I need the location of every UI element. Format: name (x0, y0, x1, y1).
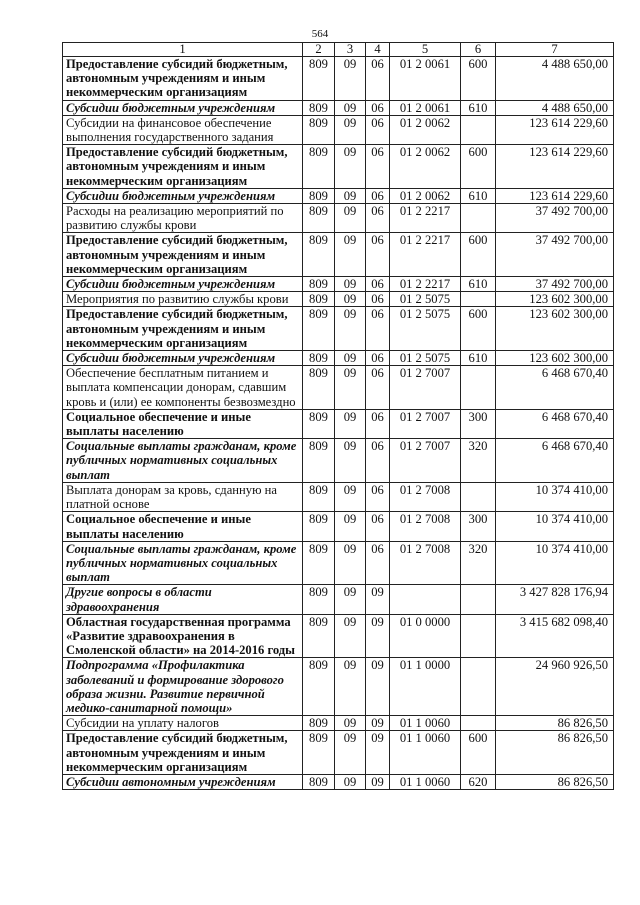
target-article: 01 1 0000 (390, 658, 461, 716)
expense-type: 300 (461, 512, 496, 541)
table-row (63, 145, 614, 189)
amount: 4 488 650,00 (496, 57, 614, 101)
subsection-code: 06 (366, 439, 390, 483)
amount: 86 826,50 (496, 731, 614, 775)
table-row (63, 658, 614, 716)
table-row (63, 614, 614, 658)
section-code: 09 (335, 658, 366, 716)
target-article: 01 2 2217 (390, 204, 461, 233)
target-article: 01 2 5075 (390, 307, 461, 351)
expense-type: 610 (461, 188, 496, 203)
expense-type: 320 (461, 541, 496, 585)
section-code: 09 (335, 774, 366, 789)
row-name: Субсидии на финансовое обеспечение выполнения государственного задания (63, 115, 303, 144)
row-name: Мероприятия по развитию службы крови (63, 292, 303, 307)
table-row (63, 366, 614, 410)
amount: 3 427 828 176,94 (496, 585, 614, 614)
expense-type: 600 (461, 233, 496, 277)
expense-type: 300 (461, 409, 496, 438)
row-name: Предоставление субсидий бюджетным, автономным учреждениям и иным некоммерческим организациям (63, 307, 303, 351)
expense-type: 600 (461, 307, 496, 351)
amount: 123 602 300,00 (496, 351, 614, 366)
row-name: Социальные выплаты гражданам, кроме публичных нормативных социальных выплат (63, 439, 303, 483)
row-name: Субсидии бюджетным учреждениям (63, 100, 303, 115)
table-row (63, 409, 614, 438)
row-name: Предоставление субсидий бюджетным, автономным учреждениям и иным некоммерческим организациям (63, 145, 303, 189)
section-code: 09 (335, 512, 366, 541)
target-article: 01 2 7007 (390, 439, 461, 483)
subsection-code: 06 (366, 351, 390, 366)
subsection-code: 06 (366, 57, 390, 101)
ministry-code: 809 (303, 366, 335, 410)
target-article: 01 2 2217 (390, 233, 461, 277)
amount: 123 602 300,00 (496, 292, 614, 307)
amount: 24 960 926,50 (496, 658, 614, 716)
row-name: Обеспечение бесплатным питанием и выплата компенсации донорам, сдавшим кровь и (или) ее компоненты безвозмездно (63, 366, 303, 410)
section-code: 09 (335, 439, 366, 483)
ministry-code: 809 (303, 351, 335, 366)
ministry-code: 809 (303, 100, 335, 115)
amount: 123 614 229,60 (496, 145, 614, 189)
amount: 123 614 229,60 (496, 115, 614, 144)
ministry-code: 809 (303, 774, 335, 789)
table-row (63, 482, 614, 511)
target-article: 01 2 0062 (390, 188, 461, 203)
target-article: 01 2 2217 (390, 277, 461, 292)
subsection-code: 06 (366, 482, 390, 511)
row-name: Предоставление субсидий бюджетным, автономным учреждениям и иным некоммерческим организациям (63, 57, 303, 101)
section-code: 09 (335, 115, 366, 144)
section-code: 09 (335, 188, 366, 203)
table-row (63, 541, 614, 585)
amount: 6 468 670,40 (496, 439, 614, 483)
amount: 6 468 670,40 (496, 409, 614, 438)
amount: 10 374 410,00 (496, 512, 614, 541)
subsection-code: 09 (366, 614, 390, 658)
table-row (63, 57, 614, 101)
row-name: Подпрограмма «Профилактика заболеваний и формирование здорового образа жизни. Развитие первичной медико-санитарной помощи» (63, 658, 303, 716)
target-article: 01 0 0000 (390, 614, 461, 658)
section-code: 09 (335, 204, 366, 233)
table-row (63, 351, 614, 366)
ministry-code: 809 (303, 307, 335, 351)
table-header-row (63, 43, 614, 57)
expense-type (461, 658, 496, 716)
target-article: 01 2 7008 (390, 512, 461, 541)
table-body (63, 57, 614, 790)
target-article: 01 2 5075 (390, 351, 461, 366)
subsection-code: 06 (366, 292, 390, 307)
subsection-code: 09 (366, 658, 390, 716)
ministry-code: 809 (303, 204, 335, 233)
column-header: 3 (335, 43, 366, 57)
expense-type: 610 (461, 100, 496, 115)
subsection-code: 06 (366, 409, 390, 438)
ministry-code: 809 (303, 57, 335, 101)
row-name: Областная государственная программа «Развитие здравоохранения в Смоленской области» на 2014-2016 годы (63, 614, 303, 658)
section-code: 09 (335, 482, 366, 511)
ministry-code: 809 (303, 541, 335, 585)
subsection-code: 06 (366, 233, 390, 277)
row-name: Социальные выплаты гражданам, кроме публичных нормативных социальных выплат (63, 541, 303, 585)
expense-type (461, 204, 496, 233)
subsection-code: 06 (366, 188, 390, 203)
table-row (63, 439, 614, 483)
amount: 6 468 670,40 (496, 366, 614, 410)
target-article: 01 2 0062 (390, 145, 461, 189)
amount: 123 602 300,00 (496, 307, 614, 351)
table-row (63, 716, 614, 731)
amount: 86 826,50 (496, 774, 614, 789)
target-article: 01 1 0060 (390, 774, 461, 789)
subsection-code: 06 (366, 145, 390, 189)
subsection-code: 06 (366, 115, 390, 144)
target-article: 01 2 0061 (390, 100, 461, 115)
table-row (63, 512, 614, 541)
section-code: 09 (335, 409, 366, 438)
expense-type: 320 (461, 439, 496, 483)
amount: 3 415 682 098,40 (496, 614, 614, 658)
table-row (63, 277, 614, 292)
row-name: Субсидии бюджетным учреждениям (63, 188, 303, 203)
section-code: 09 (335, 614, 366, 658)
expense-type: 610 (461, 277, 496, 292)
target-article: 01 1 0060 (390, 716, 461, 731)
ministry-code: 809 (303, 614, 335, 658)
column-header: 6 (461, 43, 496, 57)
table-row (63, 585, 614, 614)
ministry-code: 809 (303, 145, 335, 189)
row-name: Предоставление субсидий бюджетным, автономным учреждениям и иным некоммерческим организациям (63, 233, 303, 277)
target-article (390, 585, 461, 614)
ministry-code: 809 (303, 233, 335, 277)
section-code: 09 (335, 307, 366, 351)
subsection-code: 06 (366, 541, 390, 585)
section-code: 09 (335, 292, 366, 307)
ministry-code: 809 (303, 512, 335, 541)
expense-type (461, 614, 496, 658)
column-header: 2 (303, 43, 335, 57)
subsection-code: 06 (366, 307, 390, 351)
ministry-code: 809 (303, 482, 335, 511)
target-article: 01 2 7007 (390, 409, 461, 438)
budget-table (62, 42, 614, 790)
row-name: Социальное обеспечение и иные выплаты населению (63, 512, 303, 541)
section-code: 09 (335, 100, 366, 115)
amount: 86 826,50 (496, 716, 614, 731)
section-code: 09 (335, 731, 366, 775)
subsection-code: 06 (366, 366, 390, 410)
section-code: 09 (335, 277, 366, 292)
table-row (63, 188, 614, 203)
section-code: 09 (335, 145, 366, 189)
subsection-code: 09 (366, 585, 390, 614)
expense-type: 600 (461, 57, 496, 101)
target-article: 01 2 5075 (390, 292, 461, 307)
subsection-code: 09 (366, 731, 390, 775)
ministry-code: 809 (303, 409, 335, 438)
column-header: 4 (366, 43, 390, 57)
table-row (63, 292, 614, 307)
expense-type (461, 716, 496, 731)
table-row (63, 204, 614, 233)
target-article: 01 2 0061 (390, 57, 461, 101)
row-name: Социальное обеспечение и иные выплаты населению (63, 409, 303, 438)
row-name: Субсидии бюджетным учреждениям (63, 277, 303, 292)
expense-type (461, 292, 496, 307)
expense-type (461, 115, 496, 144)
expense-type: 600 (461, 731, 496, 775)
ministry-code: 809 (303, 585, 335, 614)
ministry-code: 809 (303, 292, 335, 307)
table-row (63, 307, 614, 351)
row-name: Субсидии автономным учреждениям (63, 774, 303, 789)
expense-type: 620 (461, 774, 496, 789)
section-code: 09 (335, 233, 366, 277)
ministry-code: 809 (303, 277, 335, 292)
amount: 10 374 410,00 (496, 482, 614, 511)
table-row (63, 774, 614, 789)
section-code: 09 (335, 366, 366, 410)
section-code: 09 (335, 351, 366, 366)
row-name: Выплата донорам за кровь, сданную на платной основе (63, 482, 303, 511)
expense-type: 610 (461, 351, 496, 366)
table-row (63, 115, 614, 144)
subsection-code: 06 (366, 277, 390, 292)
subsection-code: 06 (366, 204, 390, 233)
ministry-code: 809 (303, 731, 335, 775)
row-name: Расходы на реализацию мероприятий по развитию службы крови (63, 204, 303, 233)
section-code: 09 (335, 585, 366, 614)
ministry-code: 809 (303, 716, 335, 731)
ministry-code: 809 (303, 658, 335, 716)
amount: 37 492 700,00 (496, 204, 614, 233)
table-row (63, 100, 614, 115)
amount: 37 492 700,00 (496, 233, 614, 277)
target-article: 01 2 7007 (390, 366, 461, 410)
amount: 10 374 410,00 (496, 541, 614, 585)
column-header: 1 (63, 43, 303, 57)
amount: 37 492 700,00 (496, 277, 614, 292)
subsection-code: 06 (366, 100, 390, 115)
expense-type (461, 482, 496, 511)
table-row (63, 233, 614, 277)
page-number: 564 (311, 28, 329, 40)
amount: 123 614 229,60 (496, 188, 614, 203)
target-article: 01 2 7008 (390, 482, 461, 511)
expense-type (461, 585, 496, 614)
row-name: Субсидии на уплату налогов (63, 716, 303, 731)
ministry-code: 809 (303, 115, 335, 144)
section-code: 09 (335, 541, 366, 585)
column-header: 5 (390, 43, 461, 57)
ministry-code: 809 (303, 188, 335, 203)
section-code: 09 (335, 57, 366, 101)
target-article: 01 2 0062 (390, 115, 461, 144)
row-name: Предоставление субсидий бюджетным, автономным учреждениям и иным некоммерческим организациям (63, 731, 303, 775)
row-name: Другие вопросы в области здравоохранения (63, 585, 303, 614)
target-article: 01 2 7008 (390, 541, 461, 585)
subsection-code: 09 (366, 774, 390, 789)
subsection-code: 09 (366, 716, 390, 731)
section-code: 09 (335, 716, 366, 731)
row-name: Субсидии бюджетным учреждениям (63, 351, 303, 366)
ministry-code: 809 (303, 439, 335, 483)
amount: 4 488 650,00 (496, 100, 614, 115)
subsection-code: 06 (366, 512, 390, 541)
expense-type: 600 (461, 145, 496, 189)
expense-type (461, 366, 496, 410)
table-row (63, 731, 614, 775)
column-header: 7 (496, 43, 614, 57)
target-article: 01 1 0060 (390, 731, 461, 775)
